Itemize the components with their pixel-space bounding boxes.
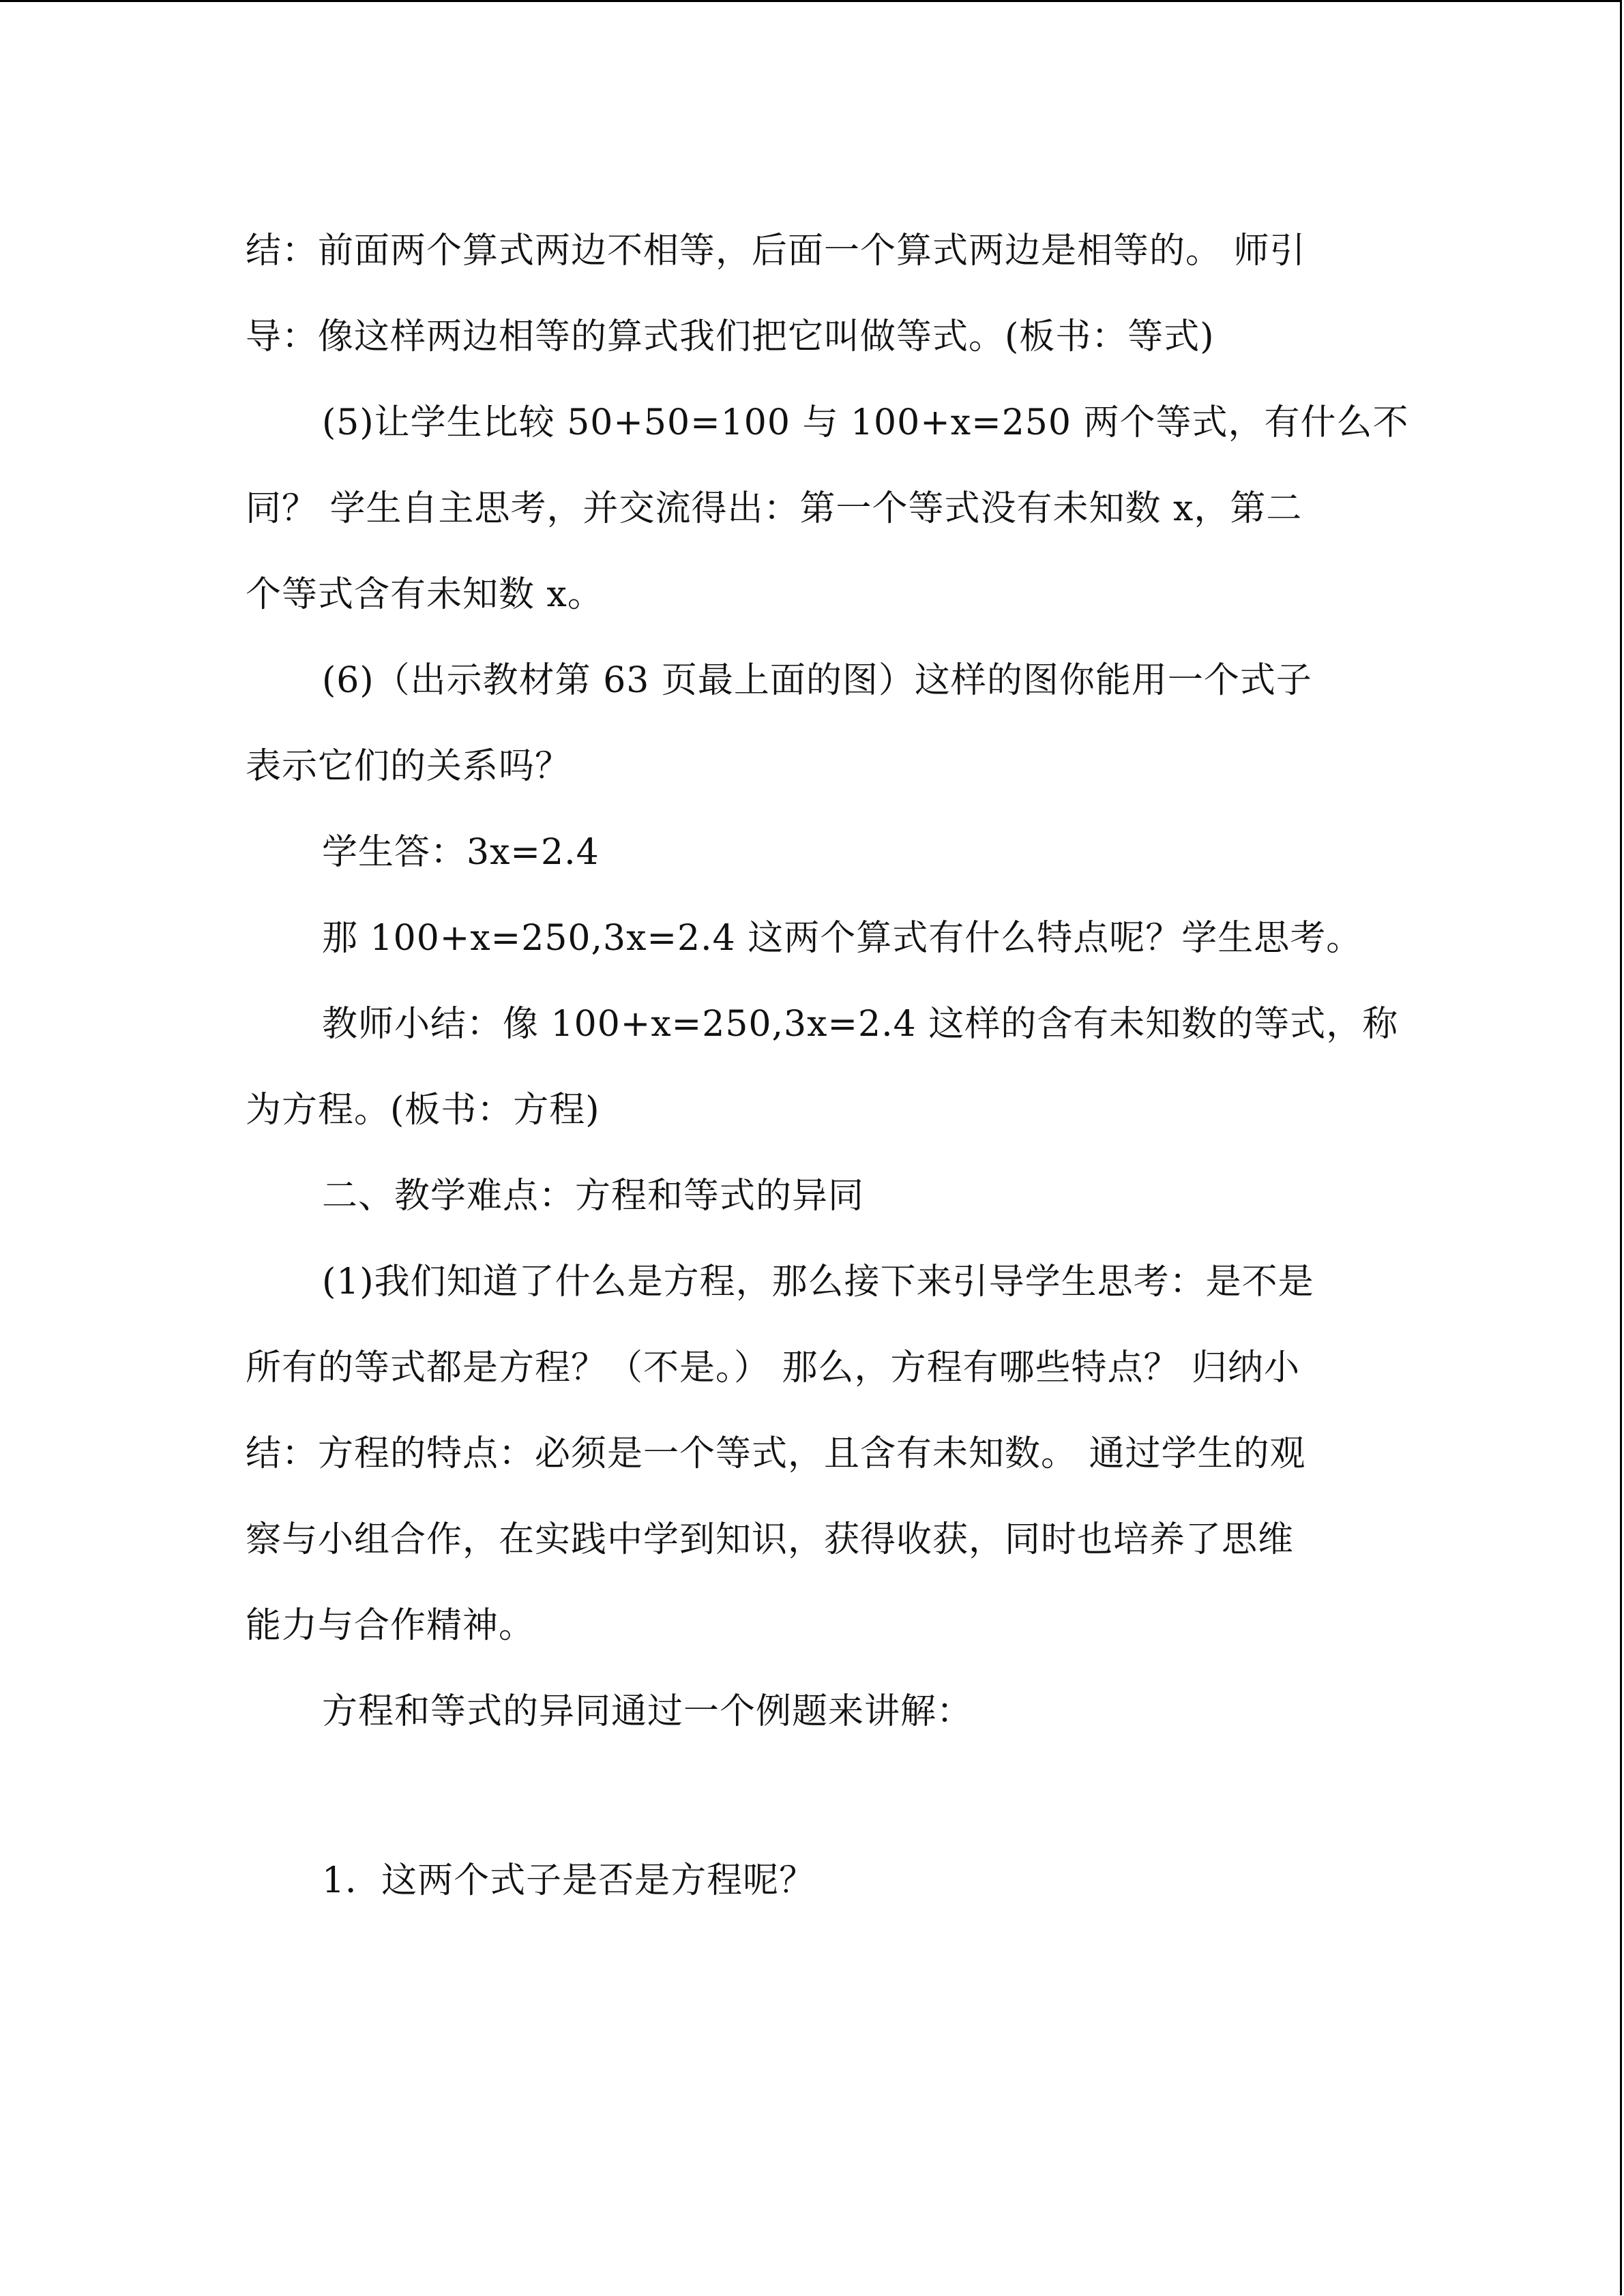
blank-space bbox=[246, 1755, 1378, 1838]
text-line: 结：前面两个算式两边不相等，后面一个算式两边是相等的。 师引 bbox=[246, 230, 1306, 271]
example-intro: 方程和等式的异同通过一个例题来讲解： bbox=[322, 1691, 973, 1732]
text-line: 结：方程的特点：必须是一个等式，且含有未知数。 通过学生的观 bbox=[246, 1433, 1306, 1474]
example-question-1: 1．这两个式子是否是方程呢？ bbox=[322, 1860, 816, 1901]
paragraph-item-6: (6)（出示教材第 63 页最上面的图）这样的图你能用一个式子 bbox=[322, 660, 1312, 701]
text-line: 个等式含有未知数 x。 bbox=[246, 574, 604, 615]
teacher-summary: 教师小结：像 100+x=250,3x=2.4 这样的含有未知数的等式，称 bbox=[322, 1004, 1399, 1045]
text-line: 所有的等式都是方程？（不是。） 那么，方程有哪些特点？ 归纳小 bbox=[246, 1347, 1301, 1388]
text-line: 能力与合作精神。 bbox=[246, 1605, 535, 1646]
paragraph-item-5: (5)让学生比较 50+50=100 与 100+x=250 两个等式，有什么不 bbox=[322, 402, 1409, 443]
document-body bbox=[246, 208, 1409, 1924]
text-line: 表示它们的关系吗？ bbox=[246, 746, 572, 787]
text-line: 同？ 学生自主思考，并交流得出：第一个等式没有未知数 x，第二 bbox=[246, 488, 1303, 529]
text-line: 导：像这样两边相等的算式我们把它叫做等式。(板书：等式) bbox=[246, 316, 1215, 357]
paragraph-item-1: (1)我们知道了什么是方程，那么接下来引导学生思考：是不是 bbox=[322, 1262, 1314, 1302]
student-answer: 学生答：3x=2.4 bbox=[322, 832, 600, 873]
text-line: 为方程。(板书：方程) bbox=[246, 1090, 600, 1131]
section-heading: 二、教学难点：方程和等式的异同 bbox=[322, 1176, 865, 1217]
question-line: 那 100+x=250,3x=2.4 这两个算式有什么特点呢？学生思考。 bbox=[322, 918, 1363, 959]
text-line: 察与小组合作，在实践中学到知识，获得收获，同时也培养了思维 bbox=[246, 1519, 1295, 1560]
